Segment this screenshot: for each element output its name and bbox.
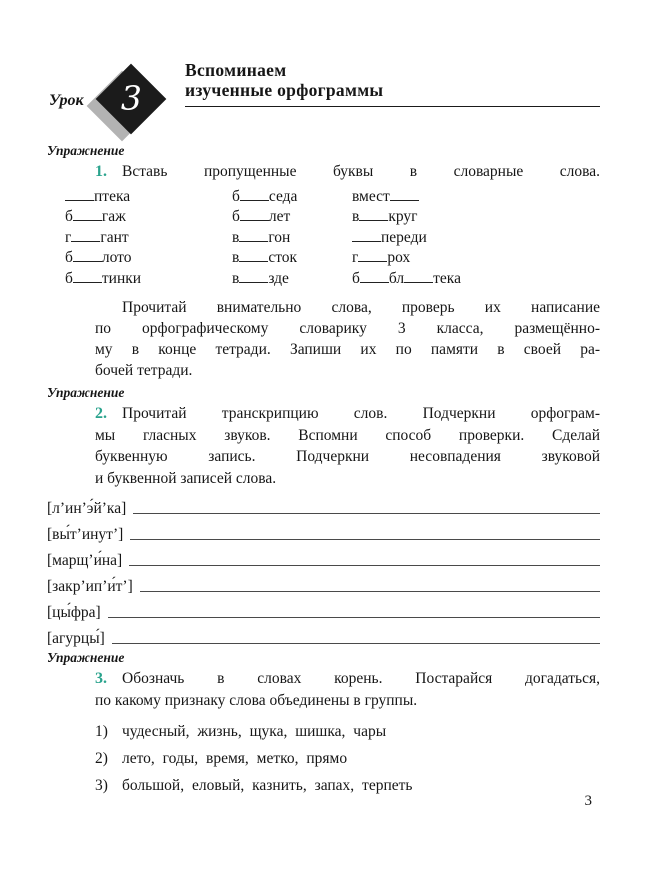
exercise-2: [47, 385, 600, 648]
word-with-blank: б лото: [65, 249, 132, 266]
lesson-label: Урок: [49, 92, 84, 109]
word-group-list: [95, 718, 600, 799]
letter-blank: [239, 272, 268, 283]
word-with-blank: б гаж: [65, 208, 126, 225]
word-with-blank: в круг: [352, 208, 418, 225]
letter-blank: [404, 272, 433, 283]
exercise-label: Упражнение: [47, 385, 125, 400]
exercise-1-body: [65, 161, 600, 381]
transcription-text: [марщ’и́на]: [47, 552, 123, 569]
word-with-blank: б бл тека: [352, 269, 461, 287]
group-words: чудесный, жизнь, щука, шишка, чары: [122, 723, 387, 740]
answer-line: [108, 617, 600, 618]
text-line: по орфографическому словарику 3 класса, размещённо-: [95, 320, 600, 337]
answer-line: [133, 513, 600, 514]
exercise-3-task: [95, 668, 600, 711]
transcription-text: [агурцы́]: [47, 630, 105, 647]
transcription-text: [вы́т’инут’]: [47, 526, 124, 543]
word-with-blank: г гант: [65, 228, 129, 246]
transcription-text: [л’ин’э́й’ка]: [47, 500, 127, 517]
transcription-row: [47, 622, 600, 648]
letter-blank: [239, 251, 268, 262]
text-line: му в конце тетради. Запиши их по памяти в своей ра-: [95, 341, 600, 358]
text-line: по какому признаку слова объединены в группы.: [95, 691, 418, 709]
letter-blank: [352, 231, 381, 242]
word-with-blank: г рох: [352, 249, 411, 266]
lesson-number-badge: [94, 66, 170, 142]
instruction-paragraph: [95, 297, 600, 381]
exercise-1-number: 1.: [95, 163, 107, 180]
page-header: [185, 60, 600, 107]
letter-blank: [240, 190, 269, 201]
page-number: 3: [584, 793, 592, 809]
group-number: 1): [95, 723, 108, 740]
transcription-row: [47, 518, 600, 544]
group-number: 3): [95, 777, 108, 794]
word-with-blank: птека: [65, 187, 232, 208]
exercise-2-body: [47, 403, 600, 648]
group-words: лето, годы, время, метко, прямо: [122, 750, 348, 767]
letter-blank: [390, 190, 419, 201]
text-line: Вставь пропущенные буквы в словарные слова.: [122, 163, 600, 180]
word-with-blank: переди: [352, 228, 461, 249]
answer-line: [129, 565, 600, 566]
text-line: Прочитай внимательно слова, проверь их написание: [122, 299, 600, 316]
transcription-row: [47, 544, 600, 570]
title-line-2: изученные орфограммы: [185, 80, 384, 100]
word-grid: [65, 187, 600, 290]
word-with-blank: б седа: [232, 187, 298, 205]
exercise-1-task: [95, 161, 600, 183]
transcription-text: [закр’ип’и́т’]: [47, 578, 133, 595]
answer-line: [140, 591, 600, 592]
exercise-label: Упражнение: [47, 143, 125, 158]
letter-blank: [359, 210, 388, 221]
word-with-blank: вмест: [352, 187, 461, 208]
letter-blank: [73, 210, 102, 221]
exercise-3-number: 3.: [95, 670, 107, 687]
transcription-row: [47, 492, 600, 518]
transcription-row: [47, 596, 600, 622]
page-title: [185, 60, 600, 100]
exercise-label: Упражнение: [47, 650, 125, 665]
word-column: [65, 187, 232, 290]
word-column: [232, 187, 352, 290]
answer-line: [112, 643, 600, 644]
group-words: большой, еловый, казнить, запах, терпеть: [122, 777, 413, 794]
letter-blank: [239, 231, 268, 242]
transcription-text: [цы́фра]: [47, 604, 101, 621]
word-with-blank: б тинки: [65, 269, 142, 287]
transcription-list: [47, 492, 600, 648]
exercise-3-body: [95, 668, 600, 799]
title-line-1: Вспоминаем: [185, 60, 287, 80]
text-line: бочей тетради.: [95, 362, 193, 379]
word-with-blank: в сток: [232, 249, 298, 266]
word-with-blank: б лет: [232, 208, 291, 225]
lesson-number: 3: [120, 78, 142, 117]
text-line: Обозначь в словах корень. Постарайся догадаться,: [122, 670, 600, 687]
letter-blank: [65, 190, 94, 201]
letter-blank: [71, 231, 100, 242]
letter-blank: [240, 210, 269, 221]
text-line: мы гласных звуков. Вспомни способ проверки. Сделай: [95, 426, 600, 444]
letter-blank: [360, 272, 389, 283]
word-with-blank: в гон: [232, 228, 291, 246]
exercise-2-task: [95, 403, 600, 489]
word-with-blank: в зде: [232, 269, 289, 287]
transcription-row: [47, 570, 600, 596]
letter-blank: [358, 251, 387, 262]
text-line: и буквенной записей слова.: [95, 469, 277, 487]
text-line: Прочитай транскрипцию слов. Подчеркни орфограм-: [122, 405, 600, 422]
exercise-1: [47, 143, 600, 381]
word-column: [352, 187, 461, 290]
exercise-2-number: 2.: [95, 405, 107, 422]
letter-blank: [73, 272, 102, 283]
word-group-row: [95, 745, 600, 772]
answer-line: [130, 539, 600, 540]
letter-blank: [73, 251, 102, 262]
word-group-row: [95, 772, 600, 799]
text-line: буквенную запись. Подчеркни несовпадения звуковой: [95, 448, 600, 465]
exercise-3: [47, 650, 600, 799]
group-number: 2): [95, 750, 108, 767]
word-group-row: [95, 718, 600, 745]
title-rule: [185, 106, 600, 107]
